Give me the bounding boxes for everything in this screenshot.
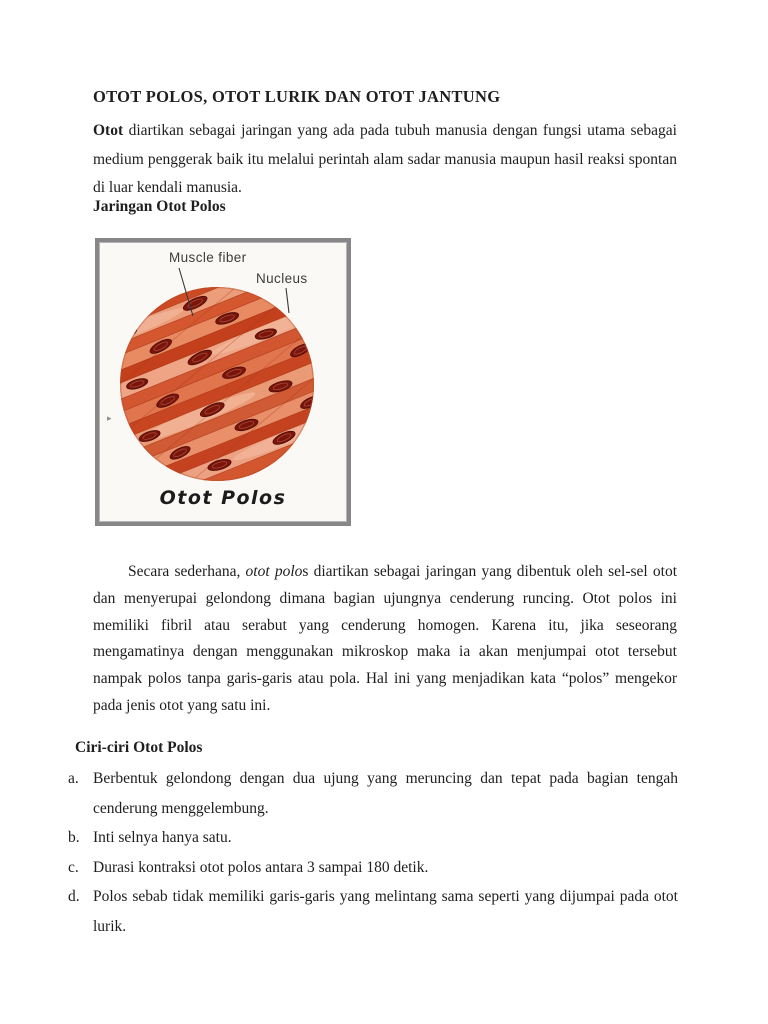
paragraph2-italic-term: otot polo xyxy=(245,563,303,580)
figure-inner xyxy=(99,242,347,522)
figure-caption: Otot Polos xyxy=(159,487,287,509)
intro-text: diartikan sebagai jaringan yang ada pada tubuh manusia dengan fungsi utama sebagai medium penggerak baik itu melalui perintah alam sadar manusia maupun hasil reaksi spontan di luar kendali manusia. xyxy=(93,122,677,196)
intro-paragraph xyxy=(93,117,677,203)
list-marker: a. xyxy=(68,770,79,787)
list-item-text: Polos sebab tidak memiliki garis-garis yang melintang sama seperti yang dijumpai pada otot lurik. xyxy=(93,888,678,935)
page-title: OTOT POLOS, OTOT LURIK DAN OTOT JANTUNG xyxy=(93,87,501,106)
list-marker: d. xyxy=(68,888,80,905)
nucleus-label: Nucleus xyxy=(256,271,308,286)
paragraph2-post: s diartikan sebagai jaringan yang dibentuk oleh sel-sel otot dan menyerupai gelondong dimana bagian ujungnya cenderung runcing. Otot polos ini memiliki fibril atau serabut yang cenderung homogen. Karena itu, jika seseorang mengamatinya dengan menggunakan mikroskop maka ia akan menjumpai otot tersebut nampak polos tanpa garis-garis atau pola. Hal ini yang menjadikan kata “polos” mengekor pada jenis otot yang satu ini. xyxy=(93,563,678,714)
list-item-text: Berbentuk gelondong dengan dua ujung yang meruncing dan tepat pada bagian tengah cenderung menggelembung. xyxy=(93,770,678,817)
intro-bold-lead: Otot xyxy=(93,122,124,139)
figure-frame xyxy=(95,238,351,526)
section-heading-ciri-ciri-otot-polos: Ciri-ciri Otot Polos xyxy=(75,739,203,756)
paragraph2-pre: Secara sederhana, xyxy=(128,563,246,580)
list-item xyxy=(68,882,678,941)
body-paragraph xyxy=(93,559,677,720)
list-item-text: Inti selnya hanya satu. xyxy=(93,829,232,846)
list-item xyxy=(68,823,678,853)
list-item xyxy=(68,853,678,883)
cursor-artifact-icon: ▸ xyxy=(107,414,112,424)
list-item-text: Durasi kontraksi otot polos antara 3 sampai 180 detik. xyxy=(93,858,429,876)
tissue-circle xyxy=(99,242,347,522)
characteristics-list xyxy=(68,764,678,941)
smooth-muscle-micrograph-illustration xyxy=(99,242,347,522)
list-marker: b. xyxy=(68,829,80,846)
muscle-fiber-label: Muscle fiber xyxy=(169,250,247,265)
nucleus-leader-line xyxy=(286,288,289,313)
list-marker: c. xyxy=(68,858,79,876)
list-item xyxy=(68,764,678,823)
section-heading-jaringan-otot-polos: Jaringan Otot Polos xyxy=(93,198,226,215)
